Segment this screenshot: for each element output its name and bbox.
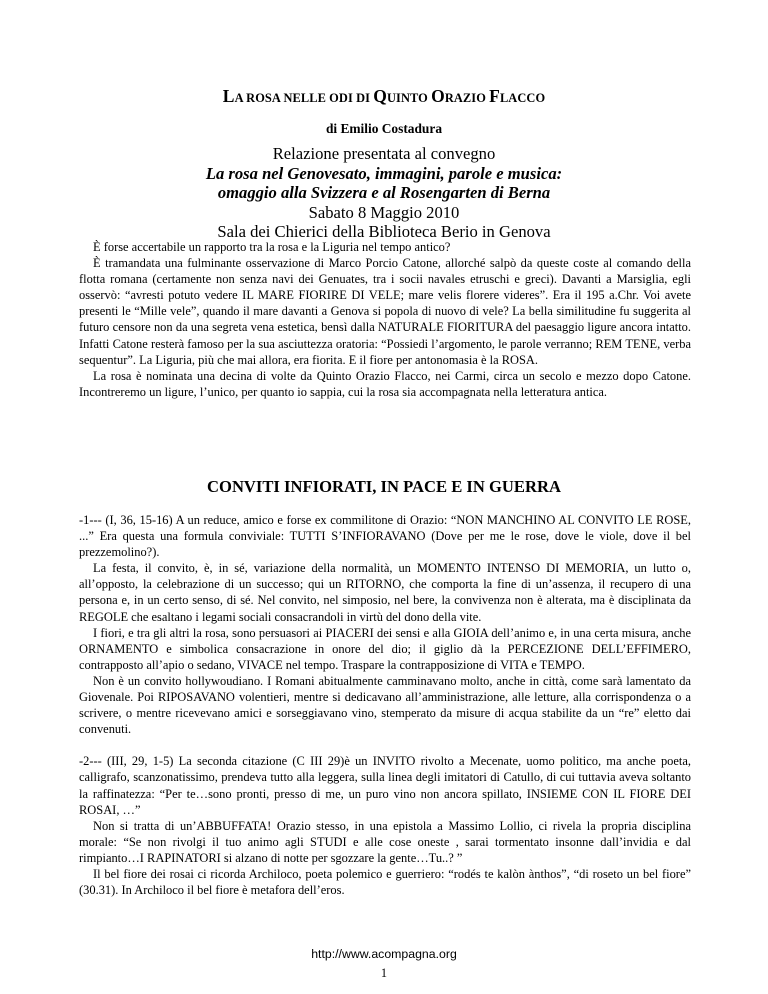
paragraph: È tramandata una fulminante osservazione di Marco Porcio Catone, allorché salpò da queste coste al comando della flotta romana (certamente non senza navi dei Genuates, tra i socii navales etruschi e greci). Davanti a Marsiglia, egli osservò: “avresti potuto vedere IL MARE FIORIRE DI VELE; mare velis florere videres”. Era il 195 a.Chr. Voi avete presenti le “Mille vele”, quando il mare davanti a Genova si popola di nuovo di vele? La bella similitudine fu suggerita al futuro censore non da una segreta vena estetica, bensì dalla NATURALE FIORITURA del paesaggio ligure ancora intatto. Infatti Catone resterà famoso per la sua asciuttezza oratoria: “Possiedi l’argomento, le parole verranno; REM TENE, verba sequentur”. La Liguria, più che mai allora, era fiorita. E il fiore per antonomasia è la ROSA.: [79, 256, 691, 367]
title-fragment: RAZIO: [444, 91, 490, 105]
paragraph: -2--- (III, 29, 1-5) La seconda citazione (C III 29)è un INVITO rivolto a Mecenate, uomo politico, ma anche poeta, calligrafo, scanzonatissimo, prendeva tutto alla leggera, sulla linea degli imitatori di Catullo, di cui tuttavia aveva soltanto la raffinatezza: “Per te…sono pronti, presso di me, un puro vino non ancora spillato, INSIEME CON IL FIORE DEI ROSAI, …”: [79, 754, 691, 817]
conference-title-line: La rosa nel Genovesato, immagini, parole e musica:: [205, 163, 563, 183]
paragraph: È forse accertabile un rapporto tra la rosa e la Liguria nel tempo antico?: [93, 240, 451, 254]
paragraph: Non si tratta di un’ABBUFFATA! Orazio stesso, in una epistola a Massimo Lollio, ci rivela la propria disciplina morale: “Se non rivolgi il tuo animo agli STUDI e alle cose oneste , sarai tormentato insonne dall’invidia e dal rimpianto…I RAPINATORI si alzano di notte per sgozzare la gente…Tu..? ”: [79, 818, 691, 865]
conference-line: Relazione presentata al convegno: [272, 144, 496, 163]
paragraph: La rosa è nominata una decina di volte da Quinto Orazio Flacco, nei Carmi, circa un secolo e mezzo dopo Catone. Incontreremo un ligure, l’unico, per quanto io sappia, cui la rosa sia accompagnata nella letteratura antica.: [79, 368, 691, 399]
author-line: di Emilio Costadura: [325, 121, 443, 136]
title-initial: F: [489, 86, 500, 106]
conference-venue: Sala dei Chierici della Biblioteca Berio in Genova: [217, 222, 551, 242]
title-initial: L: [222, 86, 235, 106]
section-heading: CONVITI INFIORATI, IN PACE E IN GUERRA: [207, 477, 561, 496]
conference-block: [0, 144, 768, 242]
paragraph: I fiori, e tra gli altri la rosa, sono persuasori ai PIACERI dei sensi e alla GIOIA dell’animo e, in una certa misura, anche ORNAMENTO e simbolica consacrazione in onore del dio; il giglio dà la PERCEZIONE DELL’EFFIMERO, contrapposto all’apio o sedano, VIVACE nel tempo. Traspare la contrapposizione di VITA e TEMPO.: [79, 625, 691, 672]
paragraph: La festa, il convito, è, in sé, variazione della normalità, un MOMENTO INTENSO DI MEMORIA, un lutto o, all’opposto, la celebrazione di un successo; qui un RITORNO, che comporta la fine di un’assenza, il recupero di una persona e, in un certo senso, di sé. Nel convito, nel simposio, nel bere, la convivenza non è alterata, ma è disciplinata da REGOLE che esaltano i legami sociali consacrandoli in virtù del dono della vite.: [79, 561, 691, 624]
footer-url[interactable]: http://www.acompagna.org: [311, 947, 457, 961]
paragraph: Il bel fiore dei rosai ci ricorda Archiloco, poeta polemico e guerriero: “rodés te kalòn ànthos”, “di roseto un bel fiore” (30.31). In Archiloco il bel fiore è metafora dell’eros.: [79, 866, 691, 898]
title-fragment: A ROSA NELLE ODI DI: [234, 91, 374, 105]
paragraph: Non è un convito hollywoudiano. I Romani abitualmente camminavano molto, anche in città, come sarà lamentato da Giovenale. Poi RIPOSAVANO volentieri, mentre si dedicavano all’amministrazione, alle letture, alla corrispondenza o a scrivere, o mentre ricevevano amici e sorseggiavano vino, stemperato da misure di acqua stabilite da un “re” eletto dai convenuti.: [79, 673, 691, 737]
paragraph: -1--- (I, 36, 15-16) A un reduce, amico e forse ex commilitone di Orazio: “NON MANCHINO AL CONVITO LE ROSE, ...” Era questa una formula conviviale: TUTTI S’INFIORAVANO (Dove per me le rose, dove le viole, dove il bel prezzemolino?).: [79, 513, 691, 560]
title-fragment: LACCO: [499, 91, 546, 105]
title-initial: Q: [373, 86, 387, 106]
title-fragment: UINTO: [386, 91, 432, 105]
section-text: [79, 512, 691, 898]
page-number: 1: [380, 966, 388, 980]
title-initial: O: [431, 86, 445, 106]
conference-title-line: omaggio alla Svizzera e al Rosengarten di Berna: [217, 183, 551, 203]
document-title: [0, 86, 768, 107]
intro-text: [79, 239, 691, 400]
conference-date: Sabato 8 Maggio 2010: [308, 202, 460, 222]
